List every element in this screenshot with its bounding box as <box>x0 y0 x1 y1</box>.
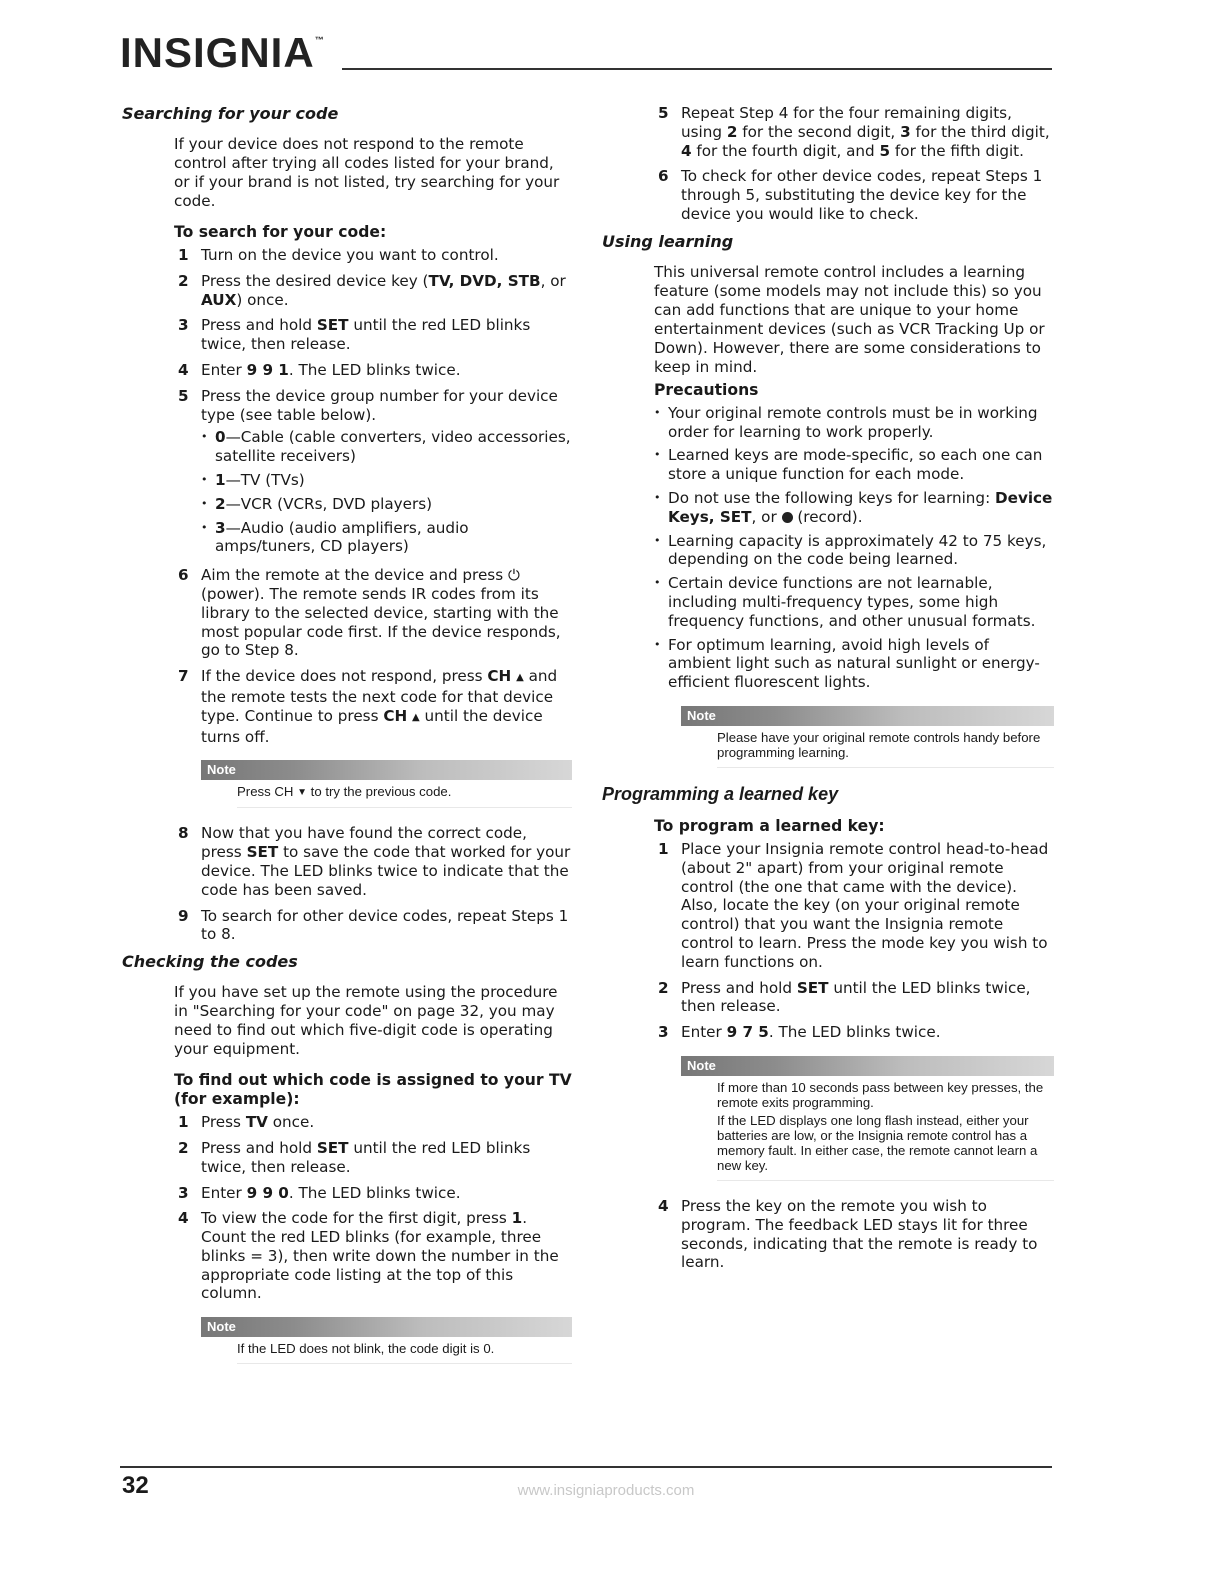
list-item: 5 Repeat Step 4 for the four remaining digits, using 2 for the second digit, 3 for the third digit, 4 for the fourth digit, and 5 for the fifth digit. <box>658 104 1050 160</box>
list-item: 2 Press the desired device key (TV, DVD, STB, or AUX) once. <box>178 271 566 309</box>
section-title-programming: Programming a learned key <box>602 783 839 804</box>
down-triangle-icon: ▼ <box>297 787 307 799</box>
right-column <box>602 104 1054 1280</box>
note-text: Please have your original remote controls handy before programming learning. <box>717 729 1041 760</box>
up-triangle-icon: ▲ <box>412 711 420 723</box>
page-number: 32 <box>122 1472 149 1499</box>
search-subheading: To search for your code: <box>174 223 387 241</box>
note-box <box>681 706 1054 768</box>
note-box <box>681 1056 1054 1181</box>
list-item: 3 Enter 9 9 0. The LED blinks twice. <box>178 1183 461 1202</box>
check-steps-cont <box>654 104 1054 224</box>
list-item: 6 Aim the remote at the device and press ⏻ (power). The remote sends IR codes from its library to the selected device, starting with the most popular code first. If the device responds, go to Step 8. <box>178 566 561 660</box>
insignia-logo: INSIGNIA™ <box>120 29 325 76</box>
section-title-searching: Searching for your code <box>122 104 339 123</box>
list-item: 5 Press the device group number for your device type (see table below). • 0—Cable (cable converters, video accessories, satellite receivers) • 1—TV (TVs) • 2—VCR (VCRs, DVD players) • 3—Audio (audio amplifiers, audio amps/tuners, CD players) <box>174 387 572 556</box>
note-text: If the LED does not blink, the code digit is 0. <box>237 1341 495 1357</box>
footer-rule <box>120 1466 1052 1468</box>
note-box <box>201 1317 572 1364</box>
list-item: • 3—Audio (audio amplifiers, audio amps/tuners, CD players) <box>201 519 572 557</box>
check-subheading: To find out which code is assigned to your TV (for example): <box>174 1071 572 1109</box>
list-item: • For optimum learning, avoid high levels of ambient light such as natural sunlight or energy-efficient fluorescent lights. <box>654 636 1054 692</box>
up-triangle-icon: ▲ <box>516 672 524 684</box>
list-item: 6 To check for other device codes, repeat Steps 1 through 5, substituting the device key for the device you would like to check. <box>658 167 1043 223</box>
note-label: Note <box>201 1317 572 1337</box>
search-intro: If your device does not respond to the remote control after trying all codes listed for your brand, or if your brand is not listed, try searching for your code. <box>174 135 560 210</box>
list-item: 2 Press and hold SET until the red LED blinks twice, then release. <box>178 1138 531 1176</box>
list-item: 3 Enter 9 7 5. The LED blinks twice. <box>658 1023 941 1042</box>
list-item: • Your original remote controls must be in working order for learning to work properly. <box>654 404 1054 442</box>
list-item: • Learning capacity is approximately 42 to 75 keys, depending on the code being learned. <box>654 532 1054 570</box>
list-item: • Learned keys are mode-specific, so each one can store a unique function for each mode. <box>654 446 1054 484</box>
list-item: 3 Press and hold SET until the red LED blinks twice, then release. <box>178 316 531 354</box>
power-icon: ⏻ <box>507 566 520 585</box>
check-steps <box>174 1113 572 1303</box>
list-item: • 1—TV (TVs) <box>201 471 572 490</box>
note-box <box>201 760 572 808</box>
program-steps-cont <box>654 1197 1054 1272</box>
search-steps-cont <box>174 824 572 944</box>
list-item: 1 Place your Insignia remote control head-to-head (about 2" apart) from your original remote control (the one that came with the device). Also, locate the key (on your original remote control) that you want the Insignia remote control to learn. Press the mode key you wish to learn functions on. <box>658 839 1049 971</box>
list-item: 4 To view the code for the first digit, press 1. Count the red LED blinks (for example, three blinks = 3), then write down the number in the appropriate code listing at the top of this column. <box>178 1209 559 1303</box>
page-header <box>0 0 1212 100</box>
footer-url: www.insigniaproducts.com <box>517 1482 695 1499</box>
left-column <box>122 104 572 1380</box>
program-steps <box>654 840 1054 1042</box>
note-label: Note <box>681 706 1054 726</box>
search-steps <box>174 246 572 746</box>
note-text: If more than 10 seconds pass between key presses, the remote exits programming. <box>717 1079 1044 1110</box>
section-title-checking: Checking the codes <box>122 952 298 972</box>
list-item: 1 Turn on the device you want to control. <box>178 246 499 264</box>
list-item: 4 Press the key on the remote you wish to program. The feedback LED stays lit for three seconds, indicating that the remote is ready to learn. <box>658 1196 1038 1272</box>
learn-intro: This universal remote control includes a learning feature (some models may not include this) so you can add functions that are unique to your home entertainment devices (such as VCR Tracking Up or Down). However, there are some considerations to keep in mind. <box>654 262 1045 376</box>
section-title-learning: Using learning <box>602 231 734 251</box>
list-item: 7 If the device does not respond, press CH ▲ and the remote tests the next code for that device type. Continue to press CH ▲ until the device turns off. <box>178 667 558 746</box>
list-item: 1 Press TV once. <box>178 1113 315 1132</box>
note-label: Note <box>681 1056 1054 1076</box>
check-intro: If you have set up the remote using the procedure in "Searching for your code" on page 32, you may need to find out which five-digit code is operating your equipment. <box>174 983 558 1059</box>
list-item: 8 Now that you have found the correct code, press SET to save the code that worked for your device. The LED blinks twice to indicate that the code has been saved. <box>178 824 571 899</box>
list-item: • Certain device functions are not learnable, including multi-frequency types, some high frequency functions, and other unusual formats. <box>654 574 1054 630</box>
precautions-heading: Precautions <box>654 380 759 399</box>
header-rule <box>342 68 1052 70</box>
list-item: 4 Enter 9 9 1. The LED blinks twice. <box>178 360 461 379</box>
record-dot-icon <box>782 512 793 523</box>
note-text: Press CH ▼ to try the previous code. <box>237 784 452 800</box>
note-label: Note <box>201 760 572 780</box>
device-group-list <box>201 428 572 556</box>
note-text: If the LED displays one long flash instead, either your batteries are low, or the Insignia remote control has a memory fault. In either case, the remote cannot learn a new key. <box>717 1112 1038 1173</box>
program-subheading: To program a learned key: <box>654 816 885 835</box>
list-item: 9 To search for other device codes, repeat Steps 1 to 8. <box>178 906 569 944</box>
list-item: • Do not use the following keys for learning: Device Keys, SET, or (record). <box>654 489 1054 527</box>
list-item: • 0—Cable (cable converters, video accessories, satellite receivers) <box>201 428 572 466</box>
precautions-list <box>654 404 1054 692</box>
list-item: • 2—VCR (VCRs, DVD players) <box>201 495 572 514</box>
list-item: 2 Press and hold SET until the LED blinks twice, then release. <box>658 978 1031 1016</box>
